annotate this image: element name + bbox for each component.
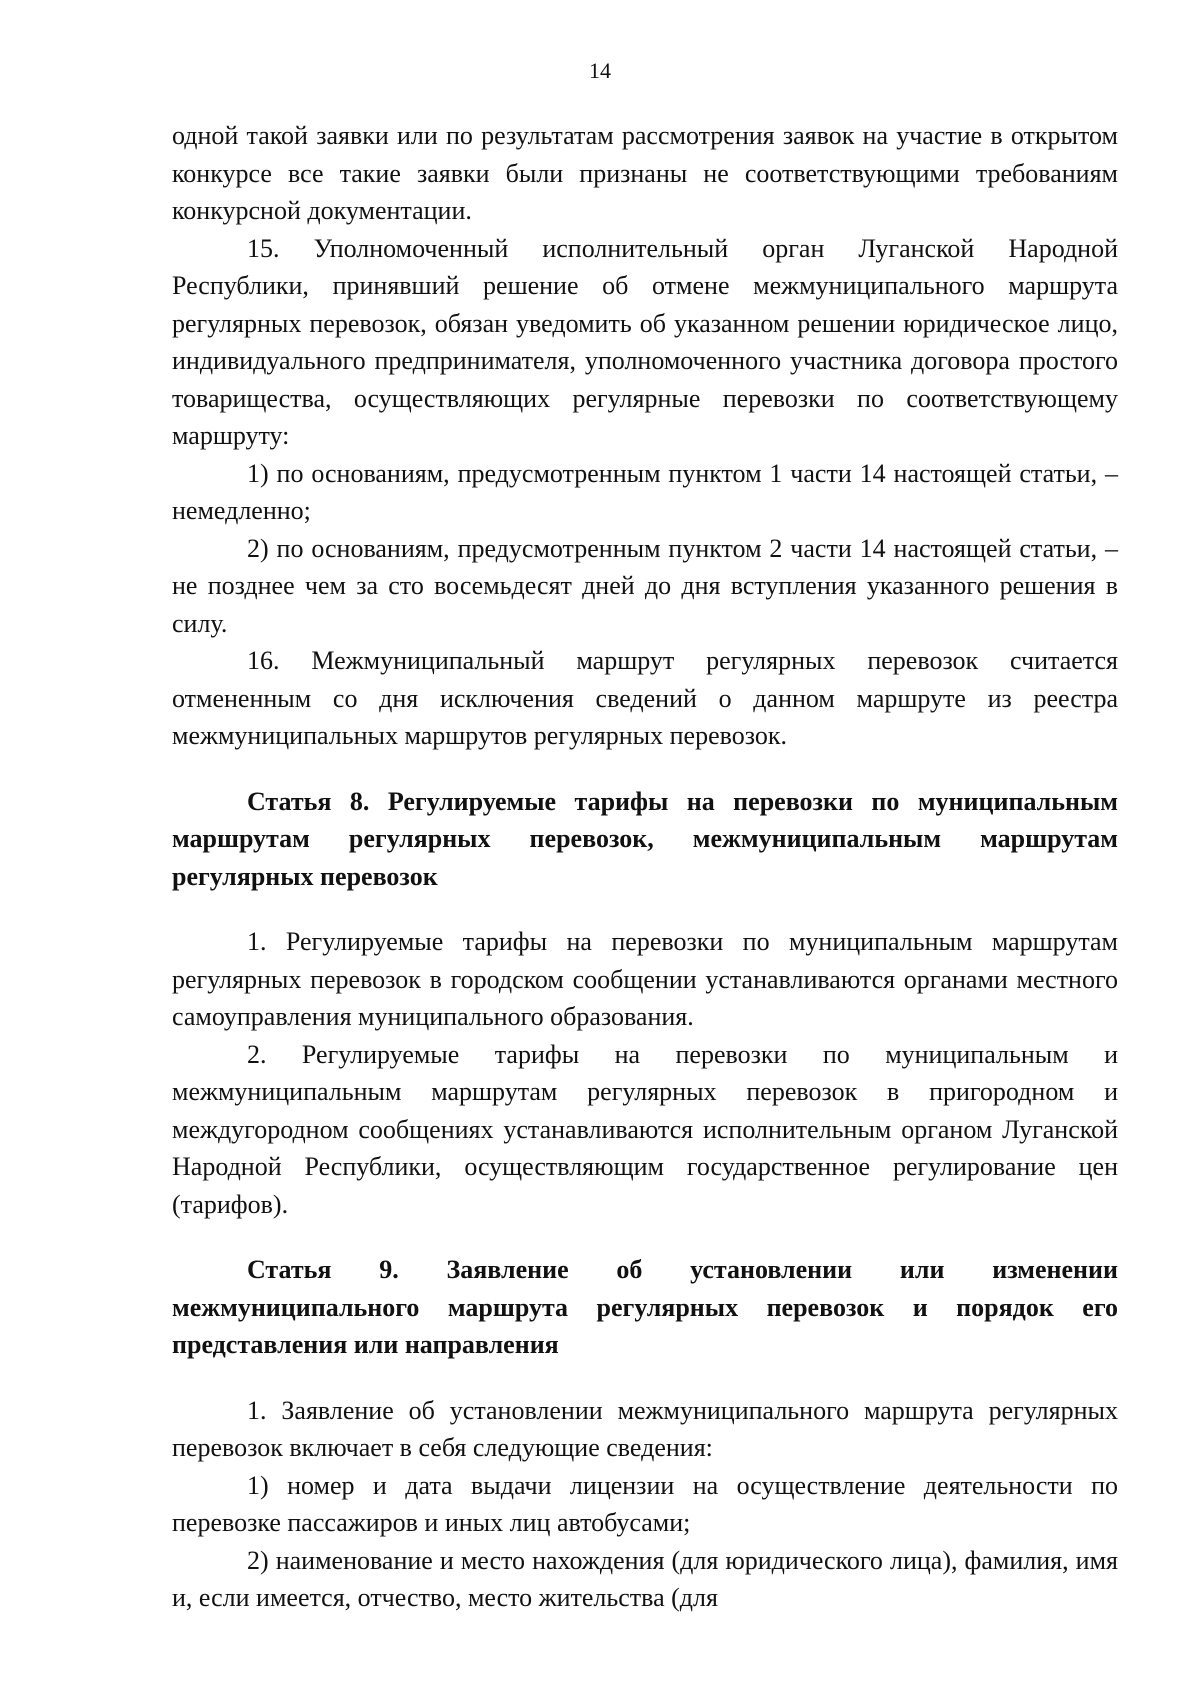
paragraph-subitem-2: 2) по основаниям, предусмотренным пунктом 2 части 14 настоящей статьи, – не позднее чем за сто восемьдесят дней до дня вступления указанного решения в силу. bbox=[172, 533, 1118, 638]
paragraph-item-16: 16. Межмуниципальный маршрут регулярных перевозок считается отмененным со дня исключения сведений о данном маршруте из реестра межмуниципальных маршрутов регулярных перевозок. bbox=[172, 646, 1118, 750]
article-9-subitem-2: 2) наименование и место нахождения (для юридического лица), фамилия, имя и, если имеется, отчество, место жительства (для bbox=[172, 1545, 1118, 1612]
article-8-paragraph-2: 2. Регулируемые тарифы на перевозки по муниципальным и межмуниципальным маршрутам регулярных перевозок в пригородном и междугородном сообщениях устанавливаются исполнительным органом Луганской Народной Республики, осуществляющим государственное регулирование цен (тарифов). bbox=[172, 1039, 1118, 1219]
paragraph-continuation: одной такой заявки или по результатам рассмотрения заявок на участие в открытом конкурсе все такие заявки были признаны не соответствующими требованиям конкурсной документации. bbox=[172, 121, 1118, 225]
article-9-subitem-1: 1) номер и дата выдачи лицензии на осуществление деятельности по перевозке пассажиров и иных лиц автобусами; bbox=[172, 1470, 1118, 1537]
paragraph-subitem-1: 1) по основаниям, предусмотренным пунктом 1 части 14 настоящей статьи, – немедленно; bbox=[172, 458, 1118, 525]
article-9-heading: Статья 9. Заявление об установлении или изменении межмуниципального маршрута регулярных перевозок и порядок его представления или направления bbox=[172, 1255, 1118, 1359]
paragraph-item-15: 15. Уполномоченный исполнительный орган Луганской Народной Республики, принявший решение об отмене межмуниципального маршрута регулярных перевозок, обязан уведомить об указанном решении юридическое лицо, индивидуального предпринимателя, уполномоченного участника договора простого товарищества, осуществляющих регулярные перевозки по соответствующему маршруту: bbox=[172, 233, 1118, 450]
article-9-paragraph-1: 1. Заявление об установлении межмуниципального маршрута регулярных перевозок включает в себя следующие сведения: bbox=[172, 1395, 1118, 1462]
page-content bbox=[172, 117, 1118, 1617]
page-number: 14 bbox=[589, 58, 611, 83]
article-8-paragraph-1: 1. Регулируемые тарифы на перевозки по муниципальным маршрутам регулярных перевозок в городском сообщении устанавливаются органами местного самоуправления муниципального образования. bbox=[172, 927, 1118, 1031]
article-8-heading: Статья 8. Регулируемые тарифы на перевозки по муниципальным маршрутам регулярных перевозок, межмуниципальным маршрутам регулярных перевозок bbox=[172, 786, 1118, 891]
